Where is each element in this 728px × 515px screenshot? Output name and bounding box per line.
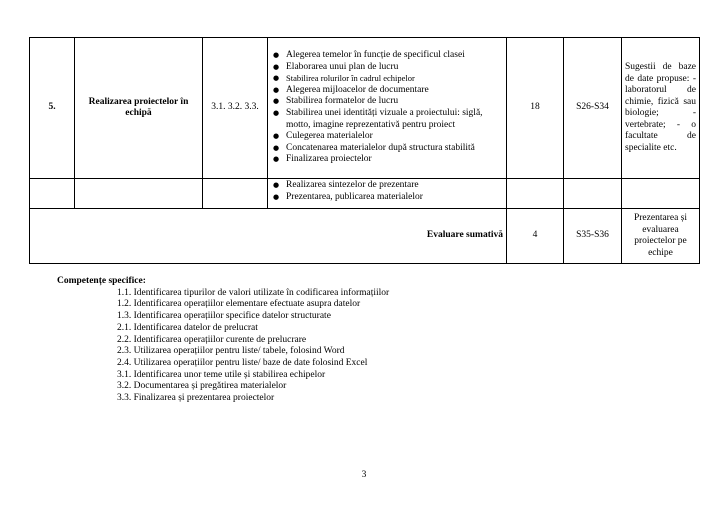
list-item: 3.3. Finalizarea și prezentarea proiectelor bbox=[117, 393, 275, 404]
list-item: ● Stabilirea formatelor de lucru bbox=[286, 96, 503, 108]
list-item: 2.2. Identificarea operațiilor curente de prelucrare bbox=[117, 334, 307, 345]
evaluation-label: Evaluare sumativă bbox=[30, 209, 507, 264]
list-item: 2.3. Utilizarea operațiilor pentru liste/ tabele, folosind Word bbox=[117, 346, 345, 357]
table-row-project bbox=[30, 38, 700, 179]
list-item: 1.2. Identificarea operațiilor elementare efectuate asupra datelor bbox=[117, 299, 361, 310]
contents-list bbox=[271, 50, 503, 166]
list-item: 3.2. Documentarea și pregătirea materialelor bbox=[117, 381, 287, 392]
contents-list bbox=[271, 180, 503, 203]
list-item: ● Concatenarea materialelor după structura stabilită bbox=[286, 143, 503, 155]
empty-cell bbox=[507, 179, 564, 209]
competencies-section bbox=[57, 276, 389, 405]
competencies-title: Competențe specifice: bbox=[57, 276, 146, 286]
list-item: ● Realizarea sintezelor de prezentare bbox=[286, 180, 503, 192]
page-number: 3 bbox=[361, 470, 367, 480]
list-item: ● Prezentarea, publicarea materialelor bbox=[286, 192, 503, 204]
week-range: S26-S34 bbox=[564, 38, 622, 179]
observations: Sugestii de baze de date propuse: - laboratorul de chimie, fizică sau biologie; - vertebrate; - o facultate de specialite etc. bbox=[622, 38, 700, 179]
list-item: ● Stabilirea unei identități vizuale a proiectului: siglă, motto, imagine reprezentativă pentru proiect bbox=[286, 108, 503, 131]
list-item: ● Alegerea mijloacelor de documentare bbox=[286, 85, 503, 97]
contents-cell bbox=[268, 179, 507, 209]
competencies-list bbox=[117, 288, 389, 405]
table-row-evaluation bbox=[30, 209, 700, 264]
empty-cell bbox=[30, 179, 75, 209]
specific-competencies: 3.1. 3.2. 3.3. bbox=[203, 38, 268, 179]
learning-unit: Realizarea proiectelor în echipă bbox=[75, 38, 203, 179]
list-item: 3.1. Identificarea unor teme utile și stabilirea echipelor bbox=[117, 369, 326, 380]
list-item: 1.3. Identificarea operațiilor specifice datelor structurate bbox=[117, 311, 331, 322]
empty-cell bbox=[75, 179, 203, 209]
empty-cell bbox=[203, 179, 268, 209]
week-range: S35-S36 bbox=[564, 209, 622, 264]
empty-cell bbox=[564, 179, 622, 209]
list-item: ● Finalizarea proiectelor bbox=[286, 154, 503, 166]
empty-cell bbox=[622, 179, 700, 209]
list-item: ● Stabilirea rolurilor în cadrul echipelor bbox=[286, 73, 503, 85]
hours-count: 4 bbox=[507, 209, 564, 264]
row-number: 5. bbox=[30, 38, 75, 179]
list-item: 2.4. Utilizarea operațiilor pentru liste/ baze de date folosind Excel bbox=[117, 357, 368, 368]
table-row-presentation bbox=[30, 179, 700, 209]
list-item: ● Elaborarea unui plan de lucru bbox=[286, 62, 503, 74]
contents-cell bbox=[268, 38, 507, 179]
hours-count: 18 bbox=[507, 38, 564, 179]
list-item: 2.1. Identificarea datelor de prelucrat bbox=[117, 322, 258, 333]
list-item: 1.1. Identificarea tipurilor de valori utilizate în codificarea informațiilor bbox=[117, 287, 390, 298]
list-item: ● Culegerea materialelor bbox=[286, 131, 503, 143]
observations: Prezentarea și evaluarea proiectelor pe echipe bbox=[622, 209, 700, 264]
planning-table bbox=[29, 37, 700, 264]
list-item: ● Alegerea temelor în funcție de specificul clasei bbox=[286, 50, 503, 62]
